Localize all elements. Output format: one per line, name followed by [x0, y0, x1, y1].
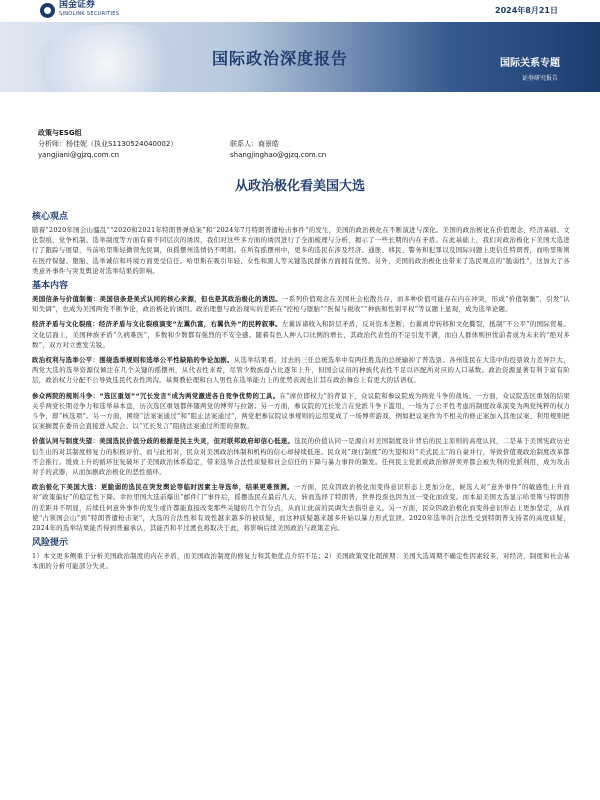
paragraph-congress — [32, 391, 570, 432]
paragraph-text: 从选举结果看，过去的三任总统选举中有两任胜选的总统输掉了普选票。各州选民在大选中的投票效力差异巨大，两党大选的选举资源仅倾注在几个关键的摇摆州，从代表性来看，尽管少数族裔占比逐年上升，但国会议员的种族代表性不足以匹配所对应的人口基数。政治资源显著有利于富有阶层，政治权力分配不公导致选民代表性鸿沟。基督教伦理和白人男性在选举能力上的优势表现也让其在政治舞台上有更大的话语权。 — [32, 356, 570, 385]
logo-name-en: SINOLINK SECURITIES — [59, 11, 120, 17]
report-date: 2024年8月21日 — [495, 6, 558, 15]
company-logo — [40, 0, 119, 20]
analyst-row — [38, 139, 558, 150]
banner-title: 国际政治深度报告 — [212, 49, 349, 68]
analyst-name: 分析师：杨佳妮（执业S1130524040002） — [38, 140, 178, 148]
paragraph-lead: 参众两院的规则斗争：“选区重划”“冗长发言”成为两党激进各自竞争优势的工具。 — [32, 391, 280, 400]
paragraph-text: 一系列价值观念在美国社会松散共存，而多种价值可能存在内在冲突，形成“价值制衡”，引发“认知失调”，也成为美国两党不断争论，政治极化的诱因。政治理想与政治现实的差距在“控枪与堕胎”“医保与税收”“种族和性别平权”等议题上显现，成为选举论题。 — [32, 295, 570, 314]
core-paragraph: 随着“2020年国会山骚乱”“2020和2021年特朗普弹劾案”和“2024年7月特朗普遭枪击事件”的发生，美国的政治极化在不断演进与深化。美国的政治极化在价值理念、经济基础、文化裂痕、党争机制、选举制度等方面有着不同层次的诱因，我们对这些多方面的诱因进行了全面梳理与分析，揭示了一些长期的内在矛盾。在此基础上，我们对政治极化下美国大选进行了跟踪与展望，当前哈里斯轻微领先民调，但摇摆州选情仍不明朗。在所有摇摆州中，更多的选民在涉及经济、通胀、移民、警务和犯罪以及国际问题上更信任特朗普，而哈里斯则在医疗保健、堕胎、选举诚信和环境方面更受信任。哈里斯在吸引年轻、女性和黑人等关键选民群体方面拥有优势。另外，美国的政治极化也带来了选民观点的“脆弱性”，这加大了各类意外事件与突发舆论对选举结果的影响。 — [32, 226, 570, 275]
globe-illustration — [30, 24, 200, 92]
email-row — [38, 150, 558, 161]
paragraph-text: 一方面，民众因政治极化而变得意识形态上更加分化，候选人对“意外事件”的敏感性上升而对“政策偏好”的稳定性下降。幸拉里国大选前爆出“邮件门”事件后，摇摆选民在最后几天，转而选择了特朗普，世界投票也因为这一变化而改变。而本届美国大选显示哈里斯与特朗普的差距并不明显，后续任何意外事件的发生或许都能直接改变那些关键的几个百分点，从而让此前的民调失去指引意义。另一方面，民众因政治极化而变得意识形态上更加坚定，从而使“占领国会山”到“特朗普遭枪击案”，大选的合法性和有效性越来越多的被质疑，而这种质疑越来越多开始以暴力形式宣泄。2020年选举的合法性受到特朗普支持者的高度质疑，2024年的选举结果能否得到普遍承认，其能否和平过渡也将取决于此，将影响后续美国政治与政策走向。 — [32, 483, 570, 533]
risk-paragraph: 1）本文更多侧重于分析美国政治制度的内在矛盾，而美国政治制度的修复力和其他优点介绍不足；2）美国政策变化超预期：美国大选周期不确定性因素较多，对经济、制度和社会基本面的分析可能部分失灵。 — [32, 552, 570, 571]
paragraph-lead: 政治极化下美国大选：更脆弱的选民在突发舆论等临时因素主导选举，结果更难预测。 — [32, 483, 294, 492]
basic-heading: 基本内容 — [32, 281, 69, 292]
logo-name-cn: 国金证券 — [59, 0, 96, 10]
paragraph-economy — [32, 319, 570, 350]
analyst-email[interactable]: yangjiani@gjzq.com.cn — [38, 151, 120, 159]
department-label: 证券研究报告 — [521, 75, 558, 82]
report-title: 从政治极化看美国大选 — [234, 179, 365, 194]
report-body — [32, 212, 570, 577]
analyst-block — [38, 128, 558, 161]
paragraph-text: 在“席位即权力”的背景下，众议院和参议院成为两党斗争的战场。一方面，众议院选区重划的结果关乎两党长期竞争力和选举基本盘，历次选区重划都伴随两党的博弈与拉锯；另一方面，参议院的冗长发言在党派斗争下滥用，一场为了公平性考虑的制度改革演变为两党纯粹的权力斗争，即“核选项”。另一方面，围绕“法案案通过”和“阻止法案通过”，两党把参议院议事规则的运用变成了一场博弈游戏，例如把议案作为不相关的修正案加入其他议案、利用规则把议案搁置在委员会直接进入院会、以“冗长发言”阻挠法案通过所需的票数。 — [32, 391, 571, 431]
paragraph-lead: 价值认同与制度失望：美国选民价值分歧的根源是民主失灵，但对联邦政府却信心低迷。 — [32, 437, 295, 446]
core-heading: 核心观点 — [32, 212, 69, 222]
paragraph-lead: 政治权利与选举公平：围绕选举规则和选举公平性缺陷的争论加剧。 — [32, 356, 234, 365]
top-bar — [0, 0, 600, 22]
contact-name: 联系人：商景皓 — [230, 140, 279, 148]
paragraph-text: 选民的价值认同一是源自对美国制度设计背后的民主原则的高度认同，二是基于美国宪政历史衍生出的对其制度修复力的积极评价。而与此相对，民众对美国政治体制和机构的信心却持续低迷。民众对“现行制度”的失望和对“美式民主”的自豪并行，导致价值观政治制度改革都不会推行。缓致上升的循环往复破坏了美国政治体系稳定，带来选举合法性质疑和社会信任的下降与暴力事件的频发。任何民主党派或政治修辞卖弄都会被失利的党派利用，成为攻击对手的武器，从而加剧政治极化的恶性循环。 — [32, 437, 570, 477]
team-name: 政策与ESG组 — [38, 129, 82, 137]
paragraph-institutions — [32, 436, 570, 477]
paragraph-rights — [32, 355, 570, 386]
paragraph-values — [32, 294, 570, 314]
paragraph-lead: 经济矛盾与文化裂痕：经济矛盾与文化裂痕演变“左翼仇富，右翼仇外”的民粹叙事。 — [32, 320, 282, 329]
paragraph-lead: 美国信条与价值制衡：美国信条是美式认同的核心来源，但也是其政治极化的诱因。 — [32, 295, 283, 304]
paragraph-text: 左翼诉诸收入和阶层矛盾，反对资本垄断；右翼离岸转移和文化撕裂，抵制“不公平”的国际贸易。文化层面上，美国种族矛盾“久病难医”，多数和少数都有强烈的不安全感。随着有色人种人口比例的增长，其政治代表性的不足引发不满，而白人群体则担忧前者成为未来的“绝对多数”，双方对立愈发尖锐。 — [32, 320, 571, 349]
header-banner — [0, 22, 600, 92]
risk-heading: 风险提示 — [32, 538, 69, 549]
report-type: 国际关系专题 — [500, 58, 560, 69]
logo-icon — [40, 3, 55, 18]
paragraph-election — [32, 482, 570, 533]
contact-email[interactable]: shangjinghao@gjzq.com.cn — [230, 151, 327, 159]
